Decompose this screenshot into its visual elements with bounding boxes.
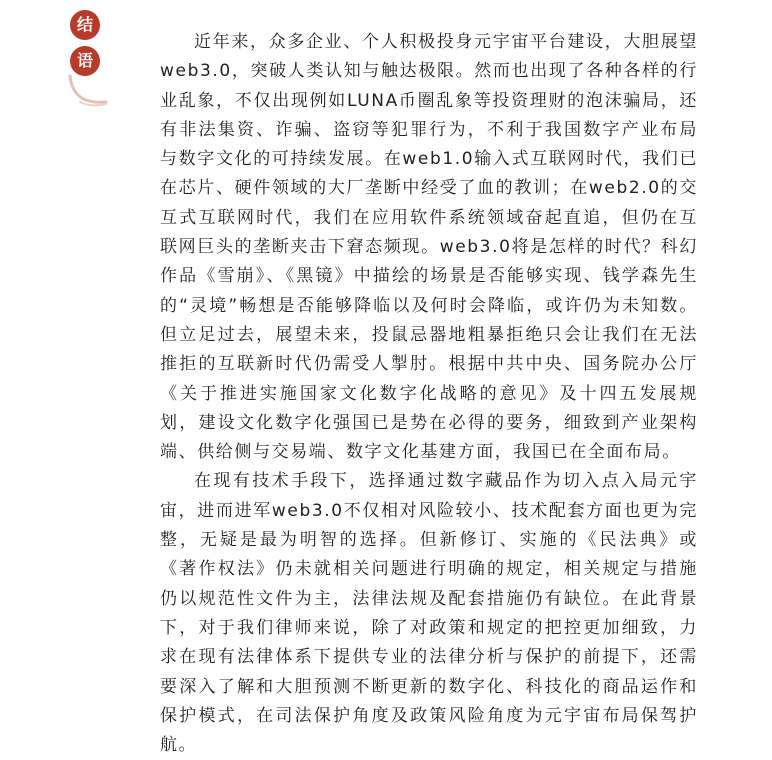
paragraph-2: 在现有技术手段下，选择通过数字藏品作为切入点入局元宇宙，进而进军web3.0不仅相对风险较小、技术配套方面也更为完整，无疑是最为明智的选择。但新修订、实施的《民法典》或《著作权法》仍未就相关问题进行明确的规定，相关规定与措施仍以规范性文件为主，法律法规及配套措施仍有缺位。在此背景下，对于我们律师来说，除了对政策和规定的把控更加细致，力求在现有法律体系下提供专业的法律分析与保护的前提下，还需要深入了解和大胆预测不断更新的数字化、科技化的商品运作和保护模式，在司法保护角度及政策风险角度为元宇宙布局保驾护航。 [160,471,698,756]
article-body [160,28,698,760]
section-badge [66,10,110,82]
badge-char-jie: 结 [70,10,100,40]
decorative-swoosh [66,72,110,112]
badge-char-yu: 语 [70,46,100,76]
paragraph-1: 近年来，众多企业、个人积极投身元宇宙平台建设，大胆展望web3.0，突破人类认知与触达极限。然而也出现了各种各样的行业乱象，不仅出现例如LUNA币圈乱象等投资理财的泡沫骗局，还有非法集资、诈骗、盗窃等犯罪行为，不利于我国数字产业布局与数字文化的可持续发展。在web1.0输入式互联网时代，我们已在芯片、硬件领域的大厂垄断中经受了血的教训；在web2.0的交互式互联网时代，我们在应用软件系统领域奋起直追，但仍在互联网巨头的垄断夹击下窘态频现。web3.0将是怎样的时代？科幻作品《雪崩》、《黑镜》中描绘的场景是否能够实现、钱学森先生的“灵境”畅想是否能够降临以及何时会降临，或许仍为未知数。但立足过去，展望未来，投鼠忌器地粗暴拒绝只会让我们在无法推拒的互联新时代仍需受人掣肘。根据中共中央、国务院办公厅《关于推进实施国家文化数字化战略的意见》及十四五发展规划，建设文化数字化强国已是势在必得的要务，细致到产业架构端、供给侧与交易端、数字文化基建方面，我国已在全面布局。 [160,32,698,463]
